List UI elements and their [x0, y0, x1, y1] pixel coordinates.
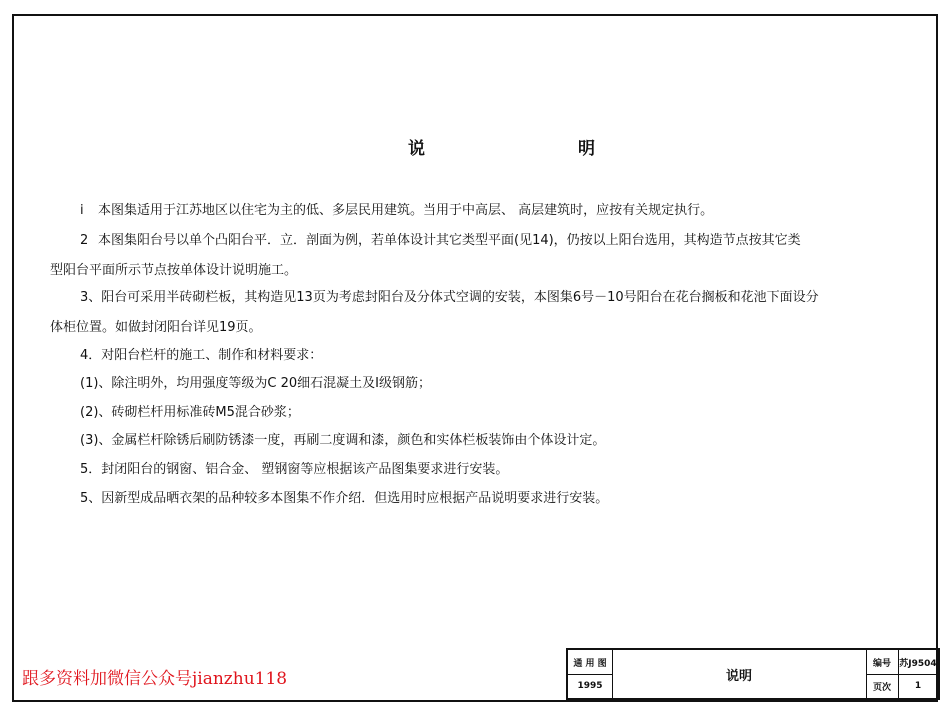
paragraph-number: 5、 — [80, 491, 102, 506]
used-drawing-label: 通 用 图 — [573, 658, 607, 669]
paragraph-line — [50, 226, 900, 256]
paragraph-line — [50, 196, 900, 226]
paragraph-number: (2)、 — [80, 405, 112, 420]
paragraph-line — [50, 484, 900, 514]
paragraph-text: 除注明外，均用强度等级为C 20细石混凝土及Ⅰ级钢筋； — [111, 376, 432, 391]
paragraph-text: 金属栏杆除锈后刷防锈漆一度，再刷二度调和漆，颜色和实体栏板装饰由个体设计定。 — [111, 433, 606, 448]
paragraph-line — [50, 256, 900, 286]
sheet-name: 说明 — [725, 668, 752, 684]
paragraph-text: 本图集适用于江苏地区以住宅为主的低、多层民用建筑。当用于中高层、 高层建筑时，应按有关规定执行。 — [98, 203, 714, 218]
paragraph-text: 对阳台栏杆的施工、制作和材料要求： — [101, 348, 323, 363]
paragraph-number: i — [80, 203, 84, 218]
paragraph-text: 砖砌栏杆用标准砖M5混合砂浆； — [111, 405, 300, 420]
paragraph-number: 4． — [80, 348, 102, 363]
paragraph-number: (1)、 — [80, 376, 112, 391]
paragraph-number: 2 — [80, 233, 89, 248]
document-title: 说 明 — [408, 139, 663, 159]
paragraph-line — [50, 369, 900, 399]
paragraph-line — [50, 283, 900, 313]
year-value: 1995 — [577, 681, 603, 691]
paragraph-line — [50, 341, 900, 371]
paragraph-text: 本图集阳台号以单个凸阳台平．立．剖面为例，若单体设计其它类型平面(见14)，仍按以上阳台选用，其构造节点按其它类 — [98, 233, 801, 248]
atlas-number: 苏J9504 — [899, 658, 937, 669]
title-block — [566, 648, 940, 700]
paragraph-text: 因新型成品晒衣架的品种较多本图集不作介绍．但选用时应根据产品说明要求进行安装。 — [101, 491, 609, 506]
page-number: 1 — [914, 681, 922, 691]
watermark-text: 跟多资料加微信公众号jianzhu118 — [22, 669, 288, 689]
paragraph-number: (3)、 — [80, 433, 112, 448]
paragraph-number: 3、 — [80, 290, 102, 305]
paragraph-text: 阳台可采用半砖砌栏板，其构造见13页为考虑封阳台及分体式空调的安装，本图集6号－10号阳台在花台搁板和花池下面设分 — [101, 290, 819, 305]
paragraph-number: 5． — [80, 462, 102, 477]
page-label: 页次 — [872, 682, 891, 693]
paragraph-line — [50, 398, 900, 428]
atlas-number-label: 编号 — [872, 658, 891, 669]
paragraph-text: 体柜位置。如做封闭阳台详见19页。 — [50, 320, 262, 335]
paragraph-line — [50, 426, 900, 456]
paragraph-text: 封闭阳台的钢窗、铝合金、 塑钢窗等应根据该产品图集要求进行安装。 — [101, 462, 509, 477]
paragraph-text: 型阳台平面所示节点按单体设计说明施工。 — [50, 263, 298, 278]
paragraph-line — [50, 313, 900, 343]
paragraph-line — [50, 455, 900, 485]
